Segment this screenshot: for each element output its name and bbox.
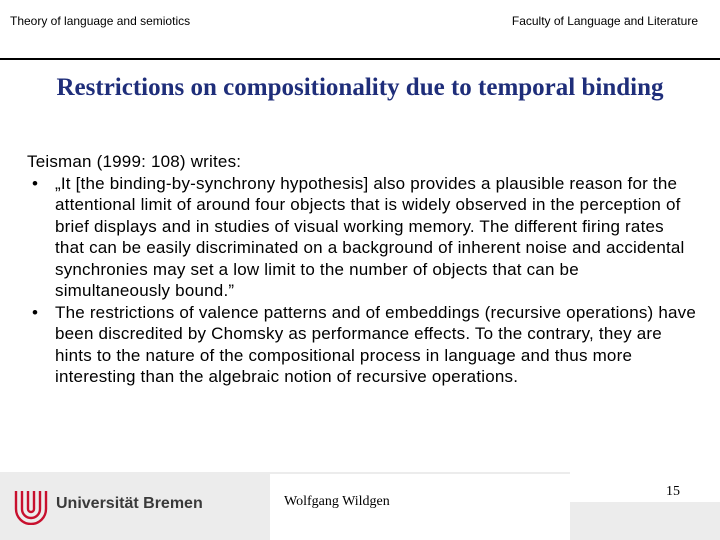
footer-author-box [270,474,570,540]
author-name: Wolfgang Wildgen [284,494,390,509]
slide-title: Restrictions on compositionality due to temporal binding [56,74,664,101]
bullet-item: • „It [the binding-by-synchrony hypothesis] also provides a plausible reason for the attentional limit of around four objects that is widely observed in the perception of brief displays and in studies of visual working memory. The different firing rates that can be easily discriminated on a background of inherent noise and accidental synchronies may set a low limit to the number of objects that can be simultaneously bound.” [27,173,697,302]
footer-corner [570,472,720,502]
university-logo-icon [12,487,50,525]
header-course-title: Theory of language and semiotics [10,14,191,28]
university-name: Universität Bremen [56,495,203,512]
bullet-list [27,173,697,388]
header-divider [0,58,720,60]
header-faculty: Faculty of Language and Literature [511,14,698,28]
slide-body [27,151,697,388]
intro-line: Teisman (1999: 108) writes: [27,152,242,171]
page-number: 15 [666,484,680,499]
bullet-item: • The restrictions of valence patterns and of embeddings (recursive operations) have been discredited by Chomsky as performance effects. To the contrary, they are hints to the nature of the compositional process in language and thus more interesting than the algebraic notion of recursive operations. [27,302,697,388]
